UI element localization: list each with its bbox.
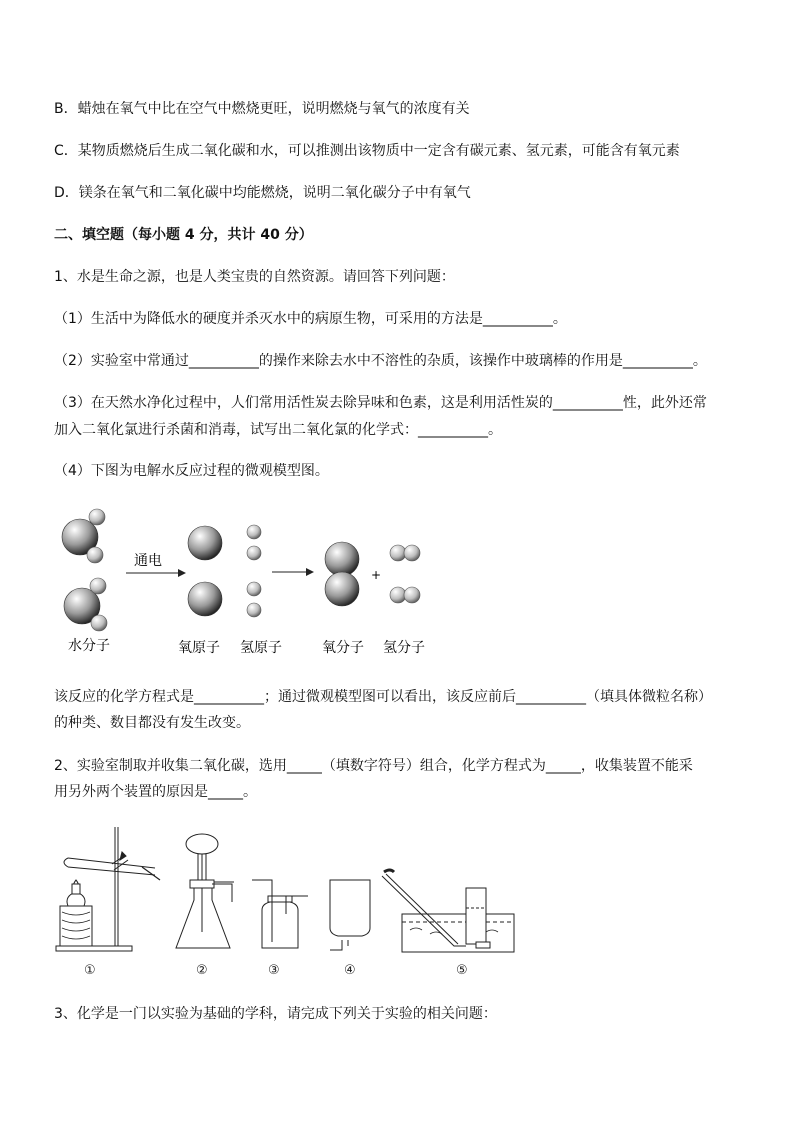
apparatus-2-flask [176, 834, 234, 948]
option-b: B．蜡烛在氧气中比在空气中燃烧更旺，说明燃烧与氧气的浓度有关 [54, 101, 470, 117]
label-apparatus-3: ③ [268, 963, 280, 978]
hydrogen-atom [247, 603, 261, 617]
label-apparatus-4: ④ [344, 963, 356, 978]
label-oxygen-atom: 氧原子 [178, 640, 220, 656]
label-water-molecule: 水分子 [68, 638, 110, 654]
label-oxygen-molecule: 氧分子 [322, 640, 364, 656]
section-heading: 二、填空题（每小题 4 分，共计 40 分） [54, 227, 313, 243]
water-molecule-top [62, 509, 105, 563]
oxygen-atom [188, 526, 222, 560]
electrolysis-diagram [0, 495, 794, 675]
apparatus-3-bottle [252, 880, 308, 948]
apparatus-1-heating [56, 827, 160, 951]
q2-line1: 2、实验室制取并收集二氧化碳，选用_____（填数字符号）组合，化学方程式为_____，收集装置不能采 [54, 758, 693, 774]
option-d: D．镁条在氧气和二氧化碳中均能燃烧，说明二氧化碳分子中有氧气 [54, 185, 471, 201]
apparatus-4-bottle [330, 880, 370, 950]
hydrogen-atom [247, 582, 261, 596]
hydrogen-molecule-top [390, 545, 420, 561]
hydrogen-atom [247, 546, 261, 560]
q1-equation-line2: 的种类、数目都没有发生改变。 [54, 715, 250, 731]
label-hydrogen-atom: 氢原子 [240, 640, 282, 656]
q2-line2: 用另外两个装置的原因是_____。 [54, 784, 257, 800]
label-apparatus-5: ⑤ [456, 963, 468, 978]
q1-part3-line2: 加入二氧化氯进行杀菌和消毒，试写出二氧化氯的化学式：__________。 [54, 422, 502, 438]
apparatus-5-trough [382, 870, 514, 952]
label-hydrogen-molecule: 氢分子 [383, 640, 425, 656]
q1-part1: （1）生活中为降低水的硬度并杀灭水中的病原生物，可采用的方法是__________。 [54, 311, 567, 327]
q1-part3-line1: （3）在天然水净化过程中，人们常用活性炭去除异味和色素，这是利用活性炭的__________性，此外还常 [54, 395, 707, 411]
oxygen-molecule [325, 542, 359, 606]
arrow-label-electricity: 通电 [134, 553, 162, 569]
option-c: C．某物质燃烧后生成二氧化碳和水，可以推测出该物质中一定含有碳元素、氢元素，可能含有氧元素 [54, 143, 680, 159]
hydrogen-molecule-bottom [390, 587, 420, 603]
q1-intro: 1、水是生命之源，也是人类宝贵的自然资源。请回答下列问题： [54, 269, 455, 285]
label-apparatus-1: ① [84, 963, 96, 978]
label-apparatus-2: ② [196, 963, 208, 978]
water-molecule-bottom [64, 578, 107, 631]
oxygen-atom [188, 582, 222, 616]
plus-sign: + [371, 568, 382, 582]
q1-part4: （4）下图为电解水反应过程的微观模型图。 [54, 463, 329, 479]
q1-part2: （2）实验室中常通过__________的操作来除去水中不溶性的杂质，该操作中玻璃棒的作用是__________。 [54, 353, 707, 369]
hydrogen-atom [247, 525, 261, 539]
apparatus-diagram [0, 822, 794, 982]
q3-intro: 3、化学是一门以实验为基础的学科，请完成下列关于实验的相关问题： [54, 1006, 497, 1022]
q1-equation-line1: 该反应的化学方程式是__________；通过微观模型图可以看出，该反应前后__________（填具体微粒名称） [54, 689, 712, 705]
